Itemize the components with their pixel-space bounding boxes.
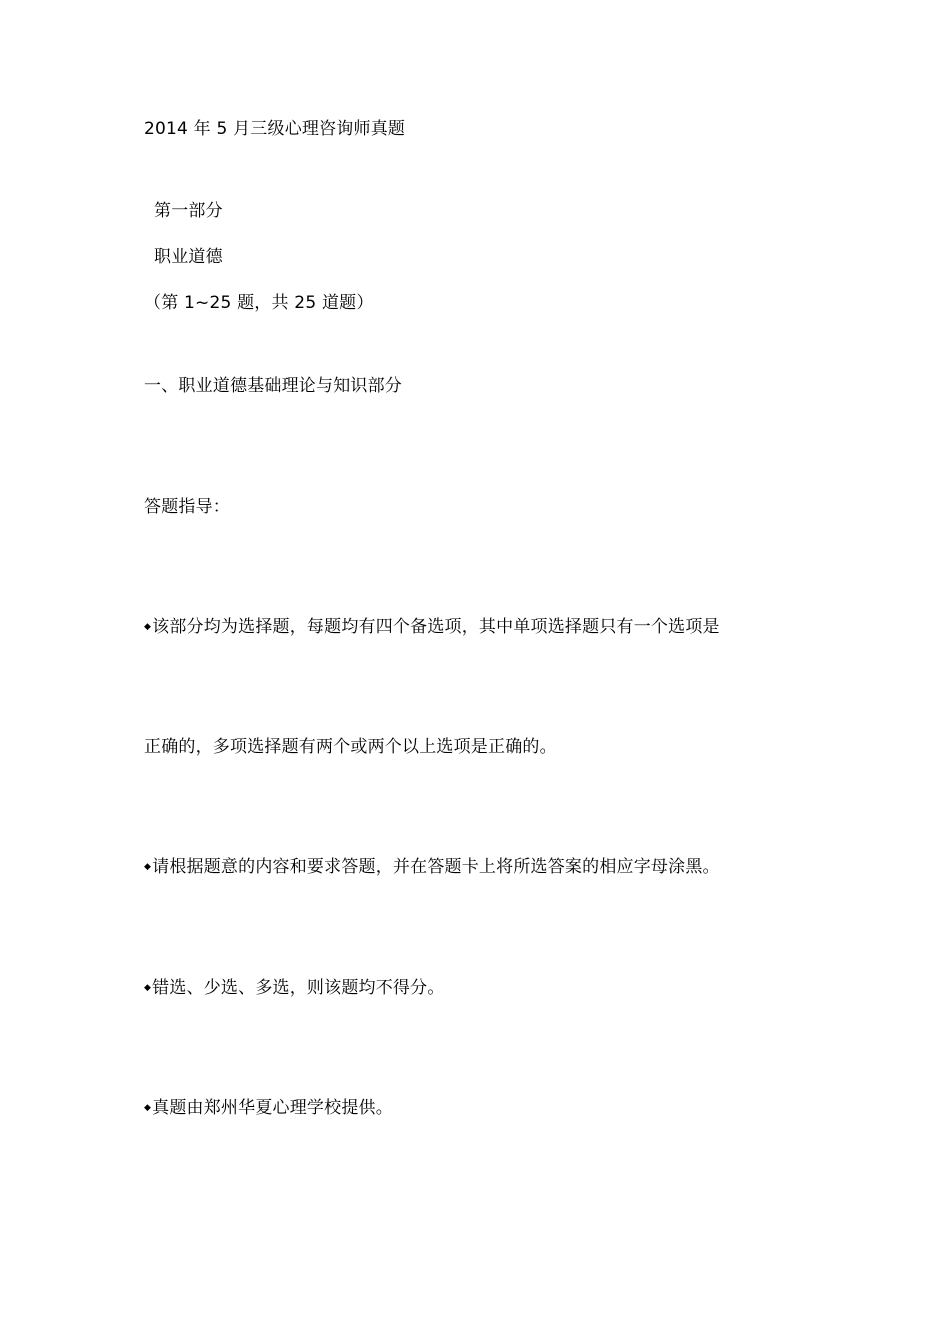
instruction-bullet-2 xyxy=(144,856,720,878)
document-title: 2014 年 5 月三级心理咨询师真题 xyxy=(144,119,406,139)
instruction-text: 该部分均为选择题，每题均有四个备选项，其中单项选择题只有一个选项是 xyxy=(152,617,720,637)
bullet-diamond-icon: ◆ xyxy=(144,983,152,993)
part-label: 第一部分 xyxy=(154,201,223,221)
section-heading: 一、职业道德基础理论与知识部分 xyxy=(144,376,402,396)
part-range: （第 1~25 题，共 25 道题） xyxy=(144,293,374,313)
instruction-bullet-1 xyxy=(144,616,720,638)
part-name: 职业道德 xyxy=(154,247,223,267)
bullet-diamond-icon: ◆ xyxy=(144,1103,152,1113)
bullet-diamond-icon: ◆ xyxy=(144,862,152,872)
instructions-heading: 答题指导： xyxy=(144,497,230,517)
instruction-text: 真题由郑州华夏心理学校提供。 xyxy=(152,1098,393,1118)
instruction-bullet-4 xyxy=(144,1097,393,1119)
instruction-text: 请根据题意的内容和要求答题，并在答题卡上将所选答案的相应字母涂黑。 xyxy=(152,857,720,877)
bullet-diamond-icon: ◆ xyxy=(144,622,152,632)
instruction-bullet-3 xyxy=(144,977,445,999)
instruction-continuation: 正确的，多项选择题有两个或两个以上选项是正确的。 xyxy=(144,737,557,757)
instruction-text: 错选、少选、多选，则该题均不得分。 xyxy=(152,978,445,998)
